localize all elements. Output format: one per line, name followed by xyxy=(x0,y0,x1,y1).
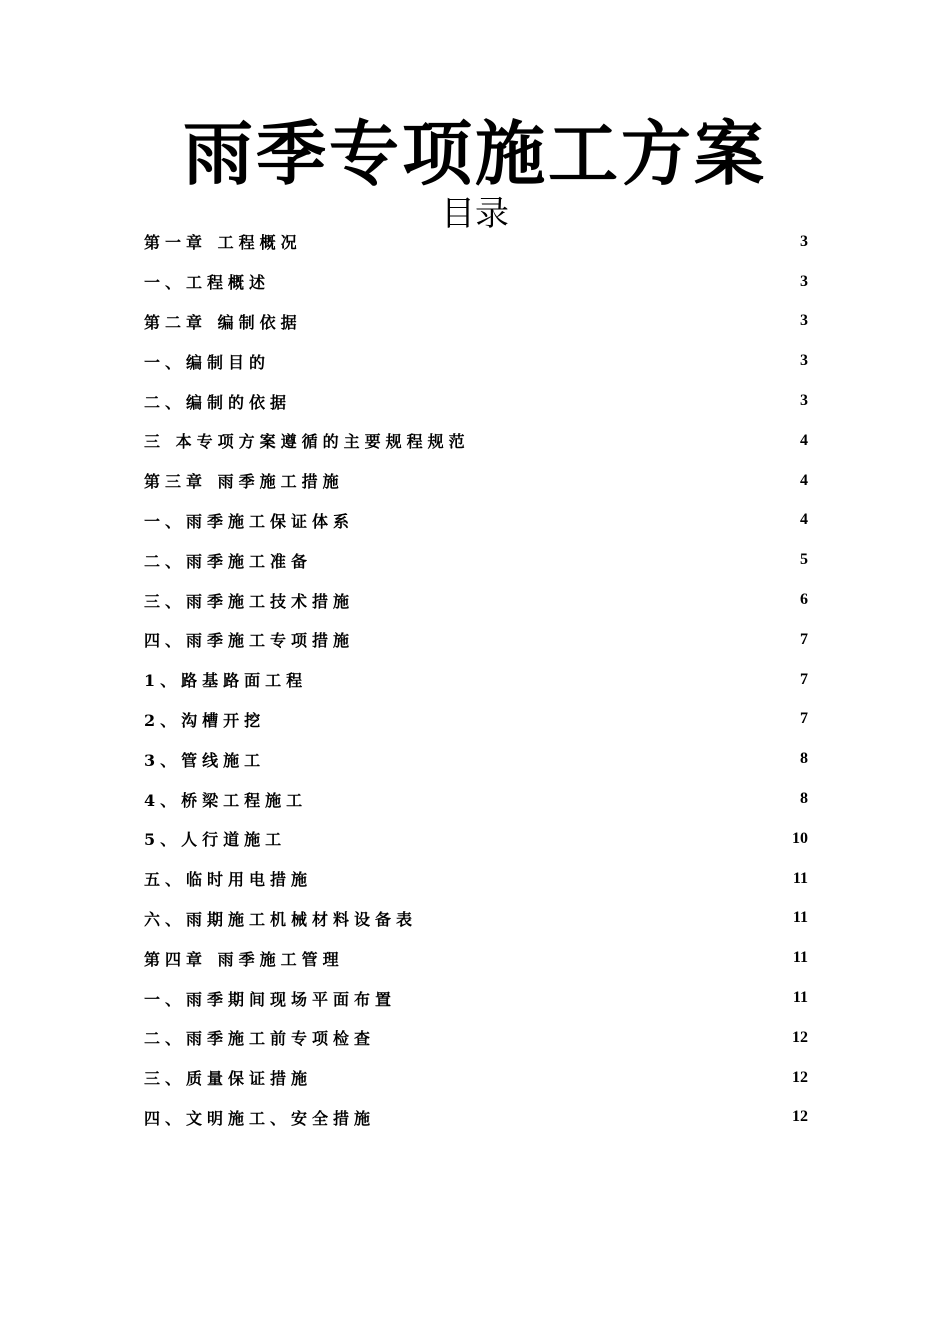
toc-entry-page: 3 xyxy=(800,352,808,370)
toc-entry-text: 三 本专项方案遵循的主要规程规范 xyxy=(144,432,470,452)
toc-entry-page: 3 xyxy=(800,312,808,330)
toc-entry-text: 第二章 编制依据 xyxy=(144,312,302,332)
toc-entry-text: 四、雨季施工专项措施 xyxy=(144,631,355,651)
toc-entry[interactable] xyxy=(144,381,808,421)
toc-entry[interactable] xyxy=(144,501,808,541)
toc-entry-text: 六、雨期施工机械材料设备表 xyxy=(144,909,418,929)
toc-entry-text: 一、编制目的 xyxy=(144,352,271,372)
toc-entry-page: 8 xyxy=(800,790,808,808)
toc-entry-text: 4、桥梁工程施工 xyxy=(144,790,308,810)
toc-entry-text: 四、文明施工、安全措施 xyxy=(144,1108,376,1128)
toc-entry[interactable] xyxy=(144,341,808,381)
toc-entry-page: 7 xyxy=(800,670,808,688)
toc-entry-text: 二、编制的依据 xyxy=(144,392,292,412)
toc-entry-text: 5、人行道施工 xyxy=(144,830,287,850)
toc-entry-page: 11 xyxy=(792,869,808,887)
toc-entry[interactable] xyxy=(144,660,808,700)
toc-entry[interactable] xyxy=(144,620,808,660)
toc-entry-page: 7 xyxy=(800,630,808,648)
toc-entry-text: 第一章 工程概况 xyxy=(144,233,302,253)
toc-entry[interactable] xyxy=(144,421,808,461)
toc-heading: 目录 xyxy=(441,194,509,234)
toc-entry-text: 二、雨季施工前专项检查 xyxy=(144,1029,376,1049)
toc-entry-text: 二、雨季施工准备 xyxy=(144,551,313,571)
toc-entry[interactable] xyxy=(144,700,808,740)
toc-entry-page: 11 xyxy=(792,909,808,927)
toc-entry[interactable] xyxy=(144,938,808,978)
toc-entry-text: 一、工程概述 xyxy=(144,273,271,293)
toc-entry-text: 3、管线施工 xyxy=(144,750,266,770)
toc-entry[interactable] xyxy=(144,779,808,819)
toc-entry[interactable] xyxy=(144,899,808,939)
toc-entry-page: 8 xyxy=(800,750,808,768)
toc-entry-page: 12 xyxy=(792,1108,808,1126)
toc-entry-page: 4 xyxy=(800,511,808,529)
toc-entry-text: 一、雨季施工保证体系 xyxy=(144,511,355,531)
toc-entry[interactable] xyxy=(144,819,808,859)
toc-entry-page: 11 xyxy=(792,949,808,967)
toc-entry-text: 1、路基路面工程 xyxy=(144,671,308,691)
toc-entry[interactable] xyxy=(144,461,808,501)
toc-entry[interactable] xyxy=(144,302,808,342)
toc-entry-text: 第四章 雨季施工管理 xyxy=(144,949,344,969)
toc-entry[interactable] xyxy=(144,580,808,620)
toc-entry-page: 7 xyxy=(800,710,808,728)
toc-entry-page: 4 xyxy=(800,471,808,489)
toc-entry[interactable] xyxy=(144,540,808,580)
toc-entry-page: 12 xyxy=(792,1068,808,1086)
toc-entry[interactable] xyxy=(144,859,808,899)
toc-entry-text: 五、临时用电措施 xyxy=(144,870,313,890)
toc-entry-page: 3 xyxy=(800,272,808,290)
toc-entry-page: 5 xyxy=(800,551,808,569)
toc-entry[interactable] xyxy=(144,739,808,779)
toc-entry-page: 4 xyxy=(800,431,808,449)
toc-entry-text: 三、质量保证措施 xyxy=(144,1069,313,1089)
document-title: 雨季专项施工方案 xyxy=(183,112,767,195)
toc-entry-text: 2、沟槽开挖 xyxy=(144,710,266,730)
toc-entry-page: 11 xyxy=(792,989,808,1007)
toc-entry[interactable] xyxy=(144,1098,808,1138)
toc-entry-text: 三、雨季施工技术措施 xyxy=(144,591,355,611)
toc-entry-page: 12 xyxy=(792,1028,808,1046)
table-of-contents xyxy=(144,222,808,1137)
toc-entry-page: 3 xyxy=(800,232,808,250)
toc-entry[interactable] xyxy=(144,222,808,262)
toc-entry[interactable] xyxy=(144,978,808,1018)
toc-entry[interactable] xyxy=(144,1018,808,1058)
toc-entry-text: 第三章 雨季施工措施 xyxy=(144,472,344,492)
toc-entry[interactable] xyxy=(144,1058,808,1098)
toc-entry-page: 10 xyxy=(792,829,808,847)
toc-entry-page: 3 xyxy=(800,392,808,410)
toc-entry-text: 一、雨季期间现场平面布置 xyxy=(144,989,397,1009)
toc-entry[interactable] xyxy=(144,262,808,302)
toc-entry-page: 6 xyxy=(800,591,808,609)
